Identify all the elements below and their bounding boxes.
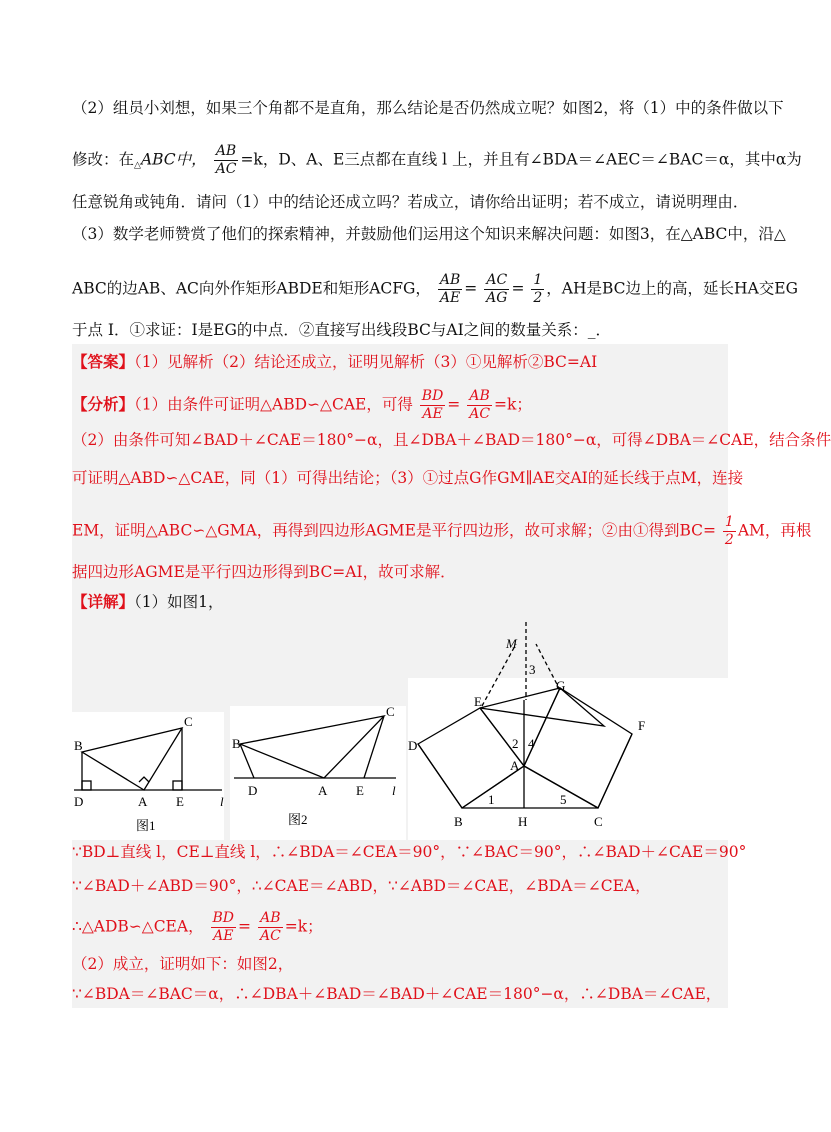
detail-label: 【详解】 <box>72 592 135 611</box>
problem-part2-line1: （2）组员小刘想，如果三个角都不是直角，那么结论是否仍然成立呢？如图2，将（1）中的条件做以下 <box>72 99 784 117</box>
fig3-label-E: E <box>474 694 482 709</box>
fig3-label-H: H <box>518 814 528 829</box>
analysis-label: 【分析】 <box>72 394 135 414</box>
text: ABC的边AB、AC向外作矩形ABDE和矩形ACFG， <box>72 279 431 298</box>
detail-line2: ∵∠BAD＋∠ABD＝90°，∴∠CAE＝∠ABD，∵∠ABD＝∠CAE，∠BDA＝∠CEA， <box>72 877 651 895</box>
fig2-label-C: C <box>386 704 395 719</box>
fig1-label-l: l <box>220 794 224 809</box>
fig3-label-G: G <box>556 678 566 693</box>
fig2-caption: 图2 <box>288 812 308 827</box>
text: =k； <box>494 395 532 414</box>
fig3-angle-5: 5 <box>560 792 567 807</box>
detail-line1: ∵BD⊥直线 l，CE⊥直线 l，∴∠BDA＝∠CEA＝90°，∵∠BAC＝90°，∴∠BAD＋∠CAE＝90° <box>72 843 747 861</box>
fig2-label-D: D <box>248 783 258 798</box>
fig1-label-A: A <box>138 794 148 809</box>
fraction-ab-ae: $\frac{AB}{AE}$ <box>439 272 461 306</box>
text: EM，证明△ABC∽△GMA，再得到四边形AGME是平行四边形，故可求解；②由①得到BC= <box>72 521 716 540</box>
text: 修改：在 <box>72 150 135 169</box>
analysis-line4 <box>72 514 812 549</box>
fig3-angle-1: 1 <box>488 792 495 807</box>
problem-part3-line1: （3）数学老师赞赏了他们的探索精神，并鼓励他们运用这个知识来解决问题：如图3，在△ABC中，沿△ <box>72 225 786 243</box>
fig2-label-E: E <box>356 783 364 798</box>
fraction-bd-ae: $\frac{BD}{AE}$ <box>212 910 235 944</box>
figure2-panel <box>230 706 406 840</box>
fraction-ab-ac: $\frac{AB}{AC}$ <box>469 388 491 422</box>
detail-line4: （2）成立，证明如下：如图2， <box>72 955 294 973</box>
fig3-label-A: A <box>510 758 520 773</box>
text: （1）如图1， <box>134 593 224 611</box>
fig3-label-M: M <box>506 636 517 651</box>
problem-part3-line2: ABC的边AB、AC向外作矩形ABDE和矩形ACFG， $\frac{AB}{AE}$ = $\frac{AC}{AG}$ = $\frac{1}{2}$ ，AH是BC边上的高，延长HA交EG <box>72 272 798 306</box>
fig3-label-F: F <box>638 718 646 733</box>
fig3-label-C: C <box>594 814 603 829</box>
detail-line3: ∴△ADB∽△CEA， $\frac{BD}{AE}$ = $\frac{AB}{AC}$ =k； <box>72 910 323 944</box>
fig1-label-D: D <box>74 794 84 809</box>
fig3-label-D: D <box>408 738 418 753</box>
fig3-angle-3: 3 <box>529 662 536 677</box>
fraction-half: $\frac{1}{2}$ <box>724 514 734 548</box>
text: ，AH是BC边上的高，延长HA交EG <box>546 279 798 298</box>
fig3-angle-4: 4 <box>528 736 535 751</box>
fig1-caption: 图1 <box>136 818 156 833</box>
analysis-line1: 【分析】（1）由条件可证明△ABD∽△CAE，可得 $\frac{BD}{AE}$ = $\frac{AB}{AC}$ =k； <box>72 388 532 422</box>
text: AM，再根 <box>737 521 812 540</box>
answer-text: （1）见解析（2）结论还成立，证明见解析（3）①见解析②BC=AI <box>134 353 598 371</box>
detail-line5: ∵∠BDA＝∠BAC＝α，∴∠DBA＋∠BAD＝∠BAD＋∠CAE＝180°−α，∴∠DBA＝∠CAE， <box>72 985 722 1003</box>
fig2-label-l: l <box>392 783 396 798</box>
analysis-line3: 可证明△ABD∽△CAE，同（1）可得出结论；（3）①过点G作GM∥AE交AI的延长线于点M，连接 <box>72 469 744 487</box>
fraction-ac-ag: $\frac{AC}{AG}$ <box>486 272 508 306</box>
triangle-icon: △ <box>134 160 141 171</box>
analysis-line5: 据四边形AGME是平行四边形得到BC=AI，故可求解． <box>72 563 456 581</box>
fig2-label-B: B <box>232 736 241 751</box>
fig3-angle-2: 2 <box>512 736 519 751</box>
fig2-label-A: A <box>318 783 328 798</box>
geometry-figures <box>72 612 728 840</box>
problem-part3-line3: 于点 I．①求证：I是EG的中点．②直接写出线段BC与AI之间的数量关系：_． <box>72 321 611 339</box>
fraction-half: $\frac{1}{2}$ <box>533 272 543 306</box>
answer-line <box>72 350 732 374</box>
fig3-label-B: B <box>454 814 463 829</box>
text: ABC中， <box>140 150 207 169</box>
fraction-bd-ae: $\frac{BD}{AE}$ <box>421 388 444 422</box>
text: =k，D、A、E三点都在直线 l 上，并且有∠BDA＝∠AEC＝∠BAC＝α，其中α为 <box>240 150 802 169</box>
fig1-label-B: B <box>74 738 83 753</box>
text: ∴△ADB∽△CEA， <box>72 917 204 936</box>
detail-intro-line <box>72 590 732 614</box>
answer-label: 【答案】 <box>72 352 135 371</box>
text: =k； <box>284 917 323 936</box>
problem-part2-line2 <box>72 143 802 178</box>
fraction-ab-ac: $\frac{AB}{AC}$ <box>215 143 237 177</box>
fig1-label-C: C <box>184 714 193 729</box>
fig1-label-E: E <box>176 794 184 809</box>
fraction-ab-ac: $\frac{AB}{AC}$ <box>259 910 281 944</box>
analysis-line2: （2）由条件可知∠BAD＋∠CAE＝180°−α，且∠DBA＋∠BAD＝180°−α，可得∠DBA＝∠CAE，结合条件 <box>72 431 831 449</box>
problem-part2-line3: 任意锐角或钝角．请问（1）中的结论还成立吗？若成立，请你给出证明；若不成立，请说明理由． <box>72 193 749 211</box>
text: （1）由条件可证明△ABD∽△CAE，可得 <box>134 395 413 414</box>
